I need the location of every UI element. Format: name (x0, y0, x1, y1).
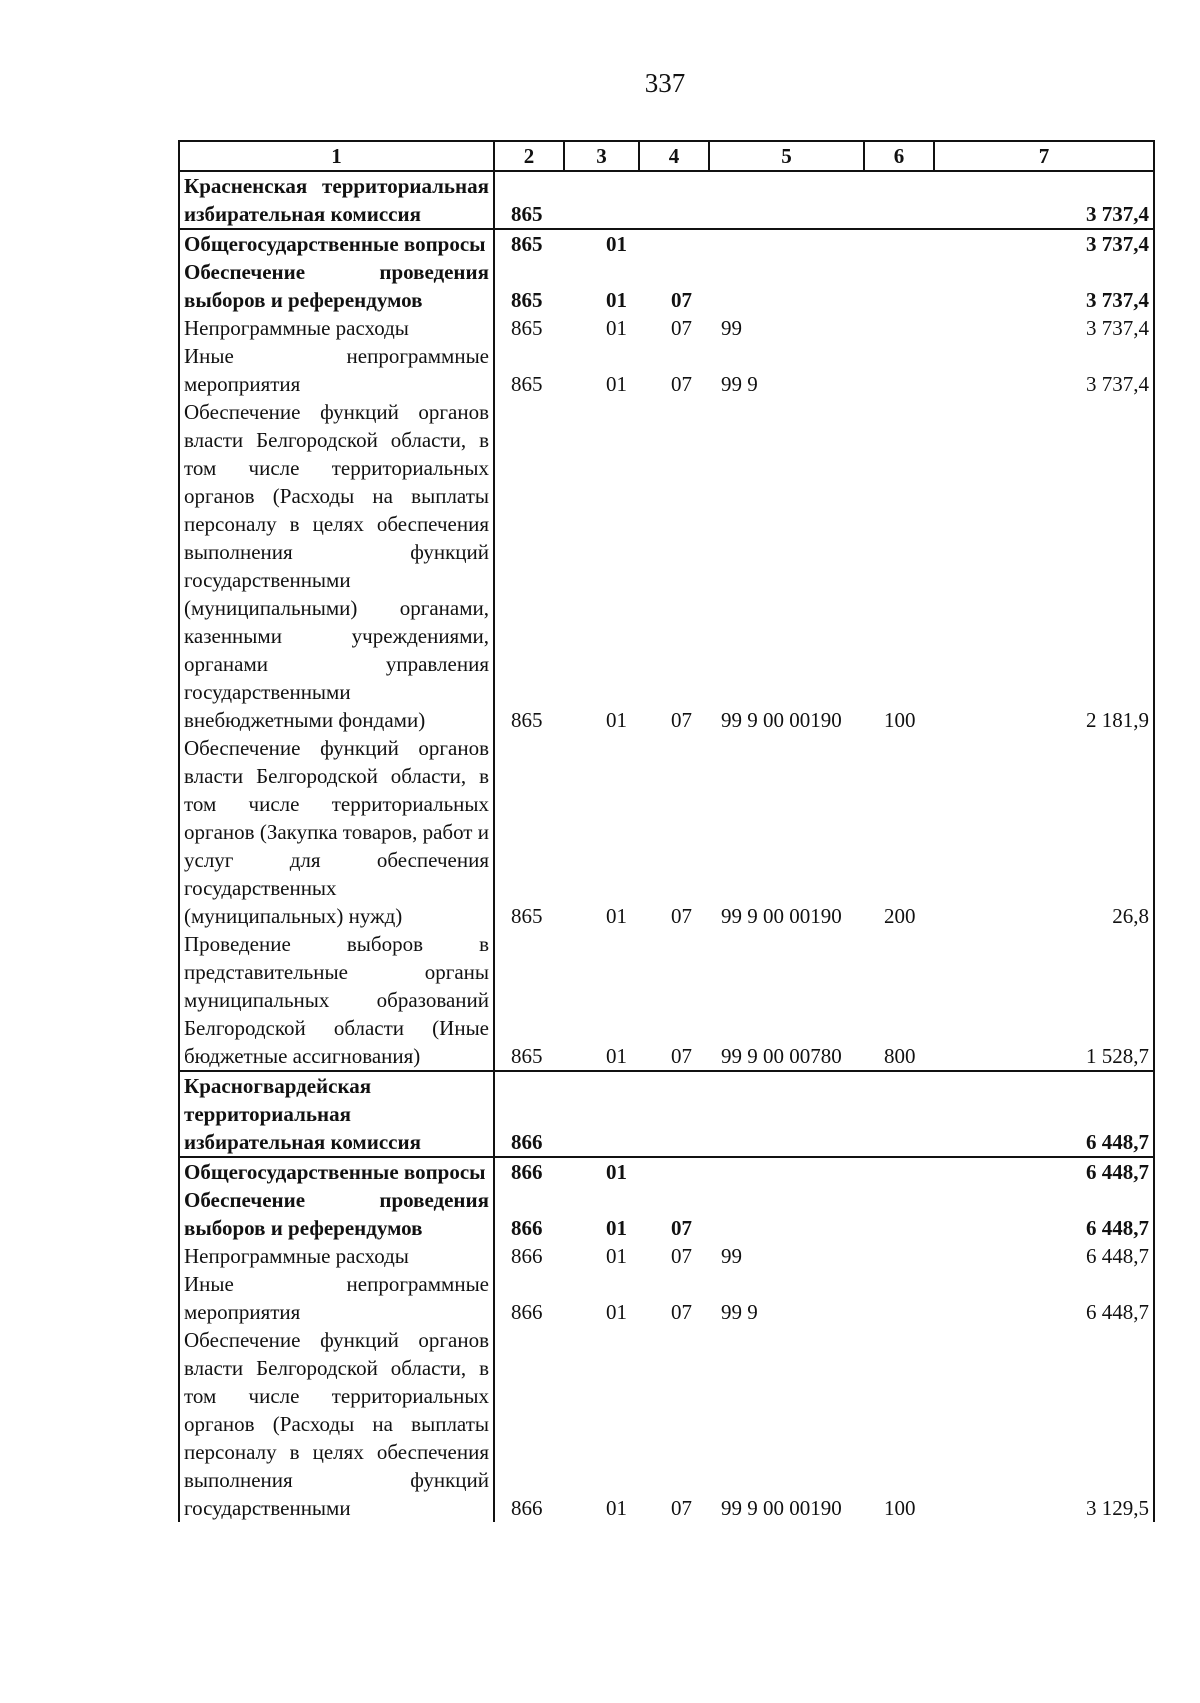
table-row (179, 398, 1154, 734)
expense-type-cell (864, 314, 934, 342)
expense-type-cell (864, 1270, 934, 1326)
code-cell: 865 (494, 171, 564, 229)
table-header (179, 141, 1154, 171)
table-row (179, 1242, 1154, 1270)
amount-cell: 3 737,4 (934, 229, 1154, 258)
row-name-cell: Обеспечение проведения выборов и референдумов (179, 258, 494, 314)
expense-type-cell: 800 (864, 930, 934, 1071)
code-cell: 865 (494, 229, 564, 258)
code-cell: 866 (494, 1157, 564, 1186)
code-cell: 866 (494, 1071, 564, 1157)
row-name-cell: Проведение выборов в представительные органы муниципальных образований Белгородской области (Иные бюджетные ассигнования) (179, 930, 494, 1071)
code-cell: 865 (494, 342, 564, 398)
amount-cell: 26,8 (934, 734, 1154, 930)
table-row (179, 930, 1154, 1071)
table-row (179, 734, 1154, 930)
row-name-cell: Обеспечение функций органов власти Белгородской области, в том числе территориальных органов (Закупка товаров, работ и услуг для обеспечения государственных (муниципальных) нужд) (179, 734, 494, 930)
row-name-cell: Красногвардейская территориальная избирательная комиссия (179, 1071, 494, 1157)
table-row (179, 342, 1154, 398)
expense-type-cell: 100 (884, 708, 916, 732)
amount-cell: 6 448,7 (934, 1157, 1154, 1186)
subsection-cell (639, 171, 709, 229)
subsection-cell: 07 (671, 1300, 692, 1324)
row-name-cell: Непрограммные расходы (179, 314, 494, 342)
column-header: 2 (494, 141, 564, 171)
column-header: 3 (564, 141, 639, 171)
amount-cell: 3 737,4 (934, 171, 1154, 229)
expense-type-cell: 200 (884, 904, 916, 928)
expense-type-cell (864, 1242, 934, 1270)
row-name-cell: Обеспечение функций органов власти Белгородской области, в том числе территориальных органов (Расходы на выплаты персоналу в целях обеспечения выполнения функций государственными (179, 1326, 494, 1522)
subsection-cell (639, 229, 709, 258)
table-row (179, 1326, 1154, 1522)
subsection-cell: 07 (671, 288, 692, 312)
page-number: 337 (644, 68, 686, 98)
section-cell: 01 (564, 930, 639, 1071)
target-cell (709, 1186, 864, 1242)
expense-type-cell (864, 258, 934, 314)
code-cell: 866 (494, 1326, 564, 1522)
target-cell: 99 9 (721, 1300, 758, 1324)
code-cell: 865 (494, 398, 564, 734)
target-cell (709, 171, 864, 229)
amount-cell: 1 528,7 (934, 930, 1154, 1071)
section-cell: 01 (606, 904, 627, 928)
section-cell: 01 (606, 1496, 627, 1520)
section-cell: 01 (606, 1160, 627, 1184)
table-body (179, 171, 1154, 1522)
subsection-cell: 07 (671, 316, 692, 340)
code-cell: 865 (494, 734, 564, 930)
row-name-cell: Иные непрограммные мероприятия (179, 1270, 494, 1326)
table-row (179, 1071, 1154, 1157)
expense-type-cell (864, 171, 934, 229)
section-cell: 01 (606, 1300, 627, 1324)
subsection-cell: 07 (671, 1216, 692, 1240)
target-cell (709, 1157, 864, 1186)
target-cell: 99 9 00 00780 (709, 930, 864, 1071)
code-cell: 866 (494, 1270, 564, 1326)
section-cell: 01 (606, 232, 627, 256)
column-header: 1 (179, 141, 494, 171)
expense-type-cell (864, 1157, 934, 1186)
row-name-cell: Непрограммные расходы (179, 1242, 494, 1270)
amount-cell: 3 129,5 (934, 1326, 1154, 1522)
amount-cell: 2 181,9 (934, 398, 1154, 734)
expense-type-cell (864, 1186, 934, 1242)
subsection-cell: 07 (671, 372, 692, 396)
row-name-cell: Обеспечение проведения выборов и референдумов (179, 1186, 494, 1242)
section-cell (564, 171, 639, 229)
target-cell: 99 9 00 00190 (721, 708, 842, 732)
target-cell (709, 258, 864, 314)
table-row (179, 171, 1154, 229)
budget-table (178, 140, 1155, 1522)
row-name-cell: Общегосударственные вопросы (179, 229, 494, 258)
target-cell (709, 1071, 864, 1157)
header-row (179, 141, 1154, 171)
section-cell: 01 (606, 316, 627, 340)
code-cell: 865 (494, 258, 564, 314)
code-cell: 865 (494, 930, 564, 1071)
target-cell: 99 9 00 00190 (721, 904, 842, 928)
subsection-cell (639, 1157, 709, 1186)
table-row (179, 1157, 1154, 1186)
table-row (179, 1270, 1154, 1326)
amount-cell: 6 448,7 (934, 1071, 1154, 1157)
column-header: 4 (639, 141, 709, 171)
subsection-cell: 07 (671, 1244, 692, 1268)
section-cell: 01 (606, 1244, 627, 1268)
code-cell: 866 (494, 1186, 564, 1242)
column-header: 7 (934, 141, 1154, 171)
amount-cell: 6 448,7 (934, 1270, 1154, 1326)
table-row (179, 229, 1154, 258)
table-row (179, 258, 1154, 314)
section-cell: 01 (606, 288, 627, 312)
target-cell (709, 229, 864, 258)
code-cell: 865 (494, 314, 564, 342)
code-cell: 866 (494, 1242, 564, 1270)
expense-type-cell: 100 (884, 1496, 916, 1520)
expense-type-cell (864, 342, 934, 398)
target-cell: 99 (721, 1244, 742, 1268)
table-row (179, 314, 1154, 342)
amount-cell: 3 737,4 (934, 258, 1154, 314)
subsection-cell: 07 (671, 708, 692, 732)
expense-type-cell (864, 229, 934, 258)
subsection-cell: 07 (671, 1496, 692, 1520)
amount-cell: 6 448,7 (934, 1186, 1154, 1242)
row-name-cell: Обеспечение функций органов власти Белгородской области, в том числе территориальных органов (Расходы на выплаты персоналу в целях обеспечения выполнения функций государственными (муниципальными) органами, казенными учреждениями, органами управления государственными внебюджетными фондами) (179, 398, 494, 734)
subsection-cell: 07 (639, 930, 709, 1071)
amount-cell: 3 737,4 (934, 314, 1154, 342)
section-cell: 01 (606, 372, 627, 396)
target-cell: 99 (721, 316, 742, 340)
column-header: 6 (864, 141, 934, 171)
section-cell (564, 1071, 639, 1157)
expense-type-cell (864, 1071, 934, 1157)
target-cell: 99 9 (721, 372, 758, 396)
section-cell: 01 (606, 708, 627, 732)
section-cell: 01 (606, 1216, 627, 1240)
column-header: 5 (709, 141, 864, 171)
subsection-cell (639, 1071, 709, 1157)
table-row (179, 1186, 1154, 1242)
row-name-cell: Красненская территориальная избирательная комиссия (179, 171, 494, 229)
row-name-cell: Иные непрограммные мероприятия (179, 342, 494, 398)
amount-cell: 6 448,7 (934, 1242, 1154, 1270)
amount-cell: 3 737,4 (934, 342, 1154, 398)
subsection-cell: 07 (671, 904, 692, 928)
target-cell: 99 9 00 00190 (721, 1496, 842, 1520)
row-name-cell: Общегосударственные вопросы (179, 1157, 494, 1186)
